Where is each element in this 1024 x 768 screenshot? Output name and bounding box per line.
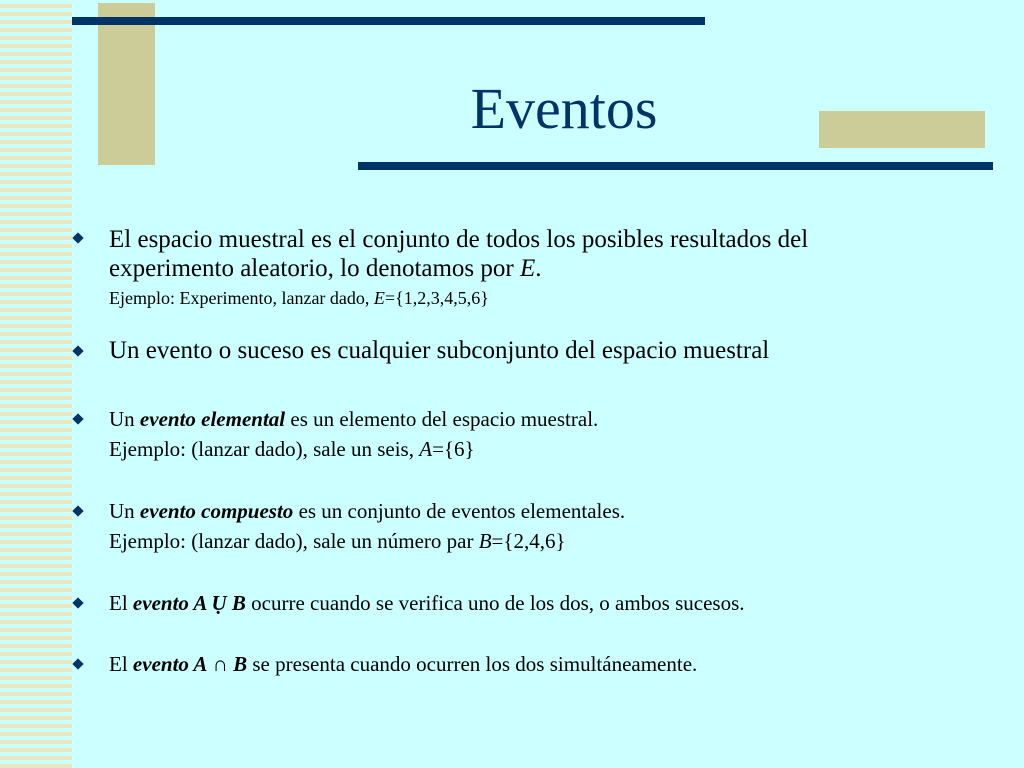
decor-bar-top [72, 17, 705, 25]
example-line: Ejemplo: (lanzar dado), sale un número par B={2,4,6} [109, 529, 566, 553]
decor-block-right [819, 111, 985, 148]
example-line: Ejemplo: (lanzar dado), sale un seis, A={6} [109, 437, 475, 461]
bullet-text [109, 225, 949, 311]
bullet-line: El evento A Ụ B ocurre cuando se verifica uno de los dos, o ambos sucesos. [109, 591, 745, 615]
decor-block-left [98, 3, 155, 165]
decor-bar-bottom [358, 162, 993, 170]
bullet-text [109, 588, 949, 618]
diamond-bullet-icon [72, 232, 83, 243]
bullet-line: Un evento compuesto es un conjunto de eventos elementales. [109, 499, 626, 523]
striped-margin [0, 0, 72, 768]
bullet-line: Un evento elemental es un elemento del espacio muestral. [109, 407, 599, 431]
diamond-bullet-icon [72, 413, 83, 424]
diamond-bullet-icon [72, 345, 83, 356]
slide-title: Eventos [470, 76, 658, 141]
diamond-bullet-icon [72, 505, 83, 516]
bullet-line: El espacio muestral es el conjunto de todos los posibles resultados del [109, 226, 809, 253]
bullet-text: Un evento o suceso es cualquier subconjunto del espacio muestral [109, 337, 770, 364]
diamond-bullet-icon [72, 658, 83, 669]
example-line: Ejemplo: Experimento, lanzar dado, E={1,2,3,4,5,6} [109, 288, 489, 308]
diamond-bullet-icon [72, 597, 83, 608]
bullet-line: El evento A ∩ B se presenta cuando ocurren los dos simultáneamente. [109, 652, 698, 676]
bullet-line: experimento aleatorio, lo denotamos por E. [109, 255, 542, 282]
bullet-text [109, 496, 949, 556]
bullet-text [109, 404, 949, 464]
bullet-text [109, 649, 949, 679]
